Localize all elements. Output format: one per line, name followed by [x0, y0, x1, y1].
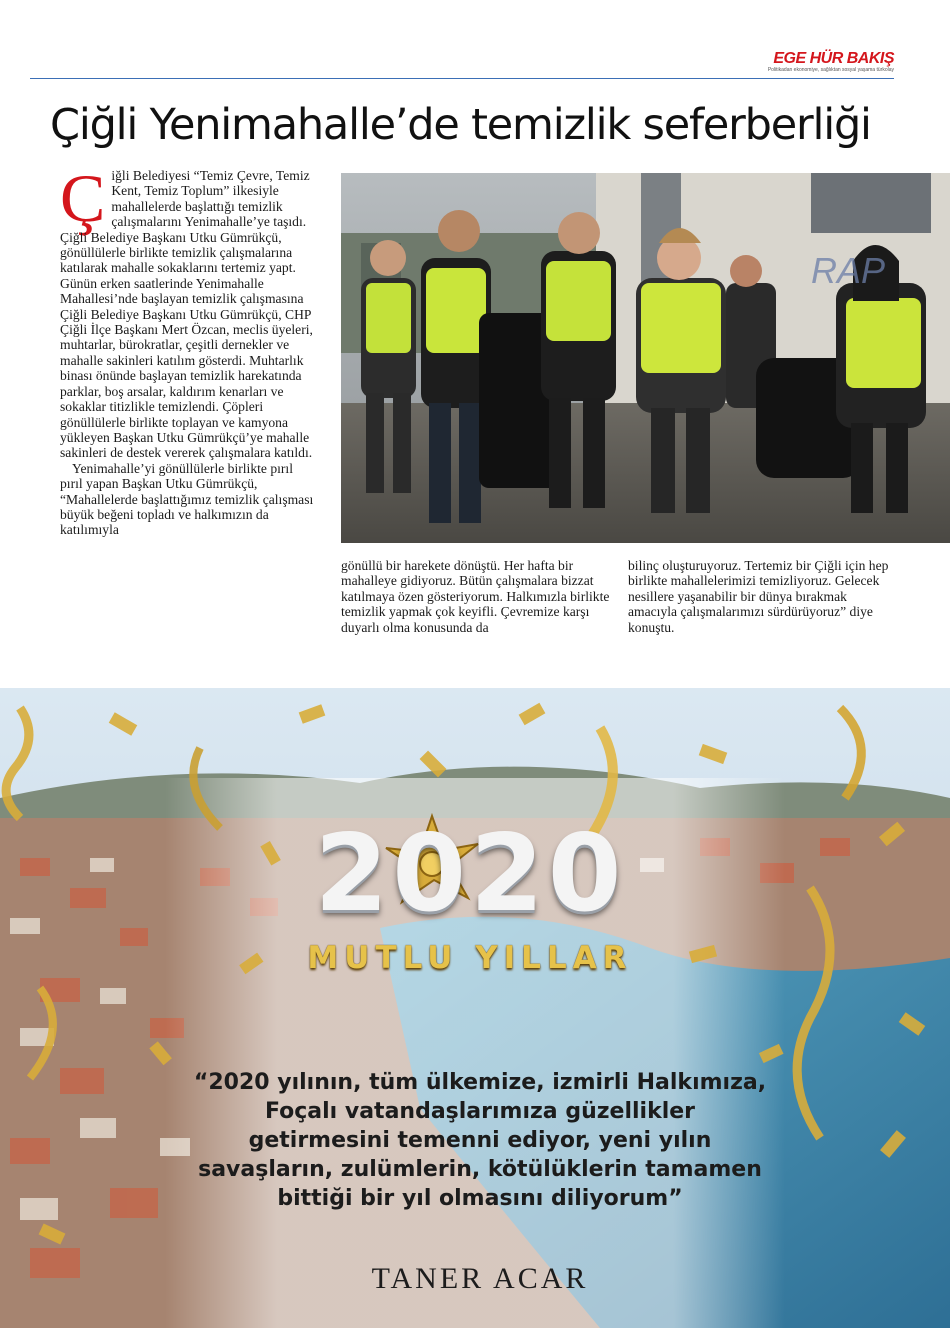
ad-quote-line: savaşların, zulümlerin, kötülüklerin tamamen	[198, 1157, 762, 1182]
article-paragraph-2: Yenimahalle’yi gönüllülerle birlikte pırıl pırıl yapan Başkan Utku Gümrükçü, “Mahallelerde başlattığımız temizlik çalışması büyük beğeni topladı ve halkımızın da katılımıyla	[60, 460, 314, 538]
ad-greeting: MUTLU YILLAR	[307, 940, 633, 976]
ad-quote-line: Foçalı vatandaşlarımıza güzellikler	[264, 1099, 696, 1124]
drop-cap: Ç	[60, 160, 106, 236]
ad-quote	[170, 1068, 790, 1213]
ad-quote-line: “2020 yılının, tüm ülkemize, izmirli Halkımıza,	[193, 1070, 767, 1095]
ad-quote-line: bittiği bir yıl olmasını diliyorum”	[277, 1186, 683, 1211]
ad-signature: TANER ACAR	[371, 1262, 589, 1295]
masthead	[768, 50, 894, 73]
article-headline: Çiğli Yenimahalle’de temizlik seferberliği	[50, 100, 871, 150]
volunteers-cleanup-photo	[341, 173, 950, 543]
new-year-advertisement	[0, 688, 950, 1328]
article-column-1	[60, 160, 318, 538]
article-paragraph-3: gönüllü bir harekete dönüştü. Her hafta bir mahalleye gidiyoruz. Bütün çalışmalara bizzat katılmaya özen gösteriyorum. Halkımızla birlikte temizlik yapmak çok keyifli. Çevremize karşı duyarlı olma konusunda da	[341, 558, 610, 635]
article-column-3	[628, 558, 896, 635]
svg-text:RAP: RAP	[811, 250, 886, 291]
article-paragraph-4: bilinç oluşturuyoruz. Tertemiz bir Çiğli için hep birlikte mahallelerimizi temizliyoruz. Gelecek nesillere yaşanabilir bir dünya bırakmak amacıyla çalışmalarımızı sürdürüyoruz” diye konuştu.	[628, 558, 889, 635]
ad-year: 2020	[314, 812, 626, 935]
article-column-2	[341, 558, 611, 635]
article-photo	[341, 173, 950, 543]
ad-quote-line: getirmesini temenni ediyor, yeni yılın	[248, 1128, 712, 1153]
foca-aerial-background	[0, 688, 950, 1328]
publication-tagline: Politikadan ekonomiye, sağlıktan sosyal yaşama türkolay	[767, 67, 894, 73]
publication-logo: EGE HÜR BAKIŞ	[773, 50, 894, 67]
article-paragraph-1: iğli Belediyesi “Temiz Çevre, Temiz Kent, Temiz Toplum” ilkesiyle mahallelerde başlattığı temizlik çalışmalarını Yenimahalle’ye taşıdı. Çiğli Belediye Başkanı Utku Gümrükçü, gönüllülerle birlikte temizlik çalışmalarına katılarak mahalle sokaklarını tertemiz yapt. Günün erken saatlerinde Yenimahalle Mahallesi’nde başlayan temizlik çalışmasına Çiğli Belediye Başkanı Utku Gümrükçü, CHP Çiğli İlçe Başkanı Mert Özcan, meclis üyeleri, muhtarlar, bürokratlar, çeşitli dernekler ve mahalle sakinleri katılım gösterdi. Muhtarlık binası önünde başlayan temizlik harekatında parklar, boş arsalar, kaldırım kenarları ve sokaklar titizlikle temizlendi. Çöpleri gönüllülerle birlikte toplayan ve kamyona yükleyen Başkan Utku Gümrükçü’ye mahalle sakinleri de destek vererek çalışmalara katıldı.	[60, 168, 313, 461]
header-rule	[30, 78, 894, 79]
